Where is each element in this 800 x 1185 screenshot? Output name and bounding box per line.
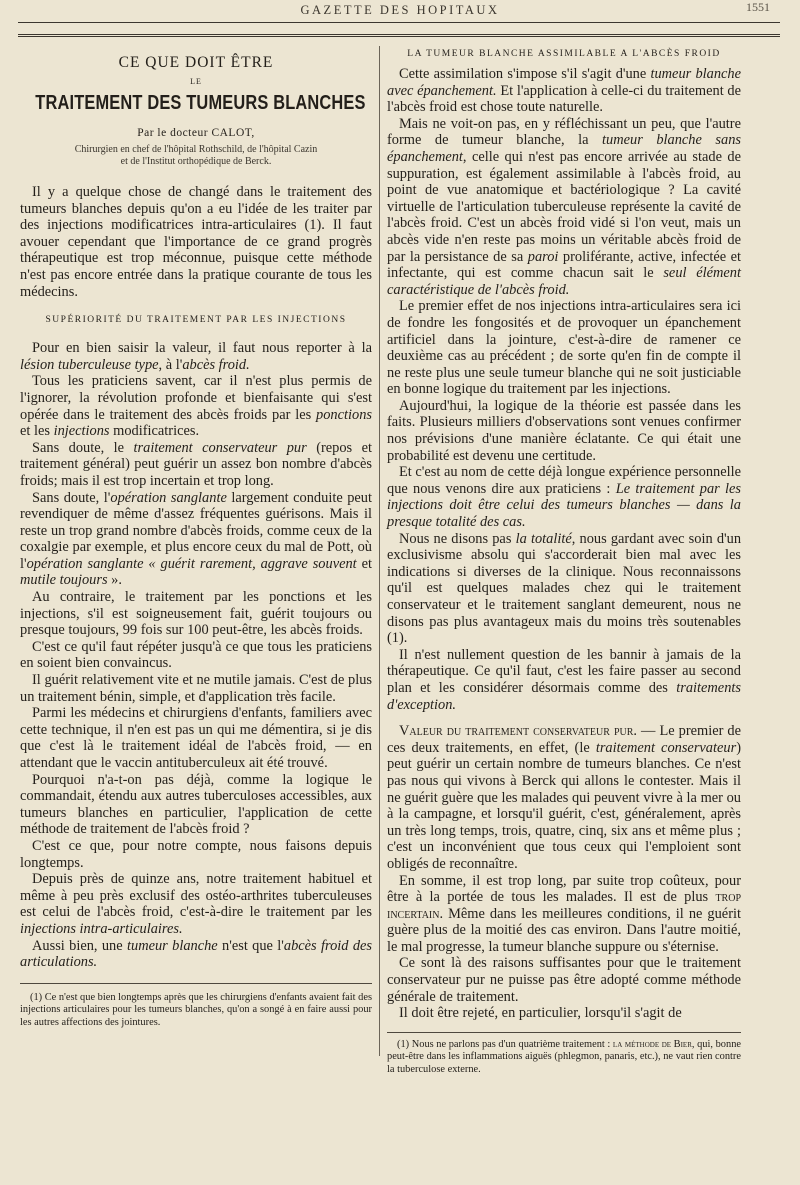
page-number: 1551 <box>746 0 770 14</box>
footnote-rule <box>387 1032 741 1033</box>
paragraph: Pour en bien saisir la valeur, il faut nous reporter à la lésion tuberculeuse type, à l'abcès froid. <box>20 340 372 373</box>
paragraph: C'est ce qu'il faut répéter jusqu'à ce que tous les praticiens en soient bien convaincus. <box>20 638 372 672</box>
article-title: TRAITEMENT DES TUMEURS BLANCHES <box>35 92 366 114</box>
running-title: GAZETTE DES HOPITAUX <box>300 3 500 17</box>
paragraph: Depuis près de quinze ans, notre traitement habituel et même à peu près exclusif des ostéo-arthrites tuberculeuses est celui de l'abcès froid, c'est-à-dire le traitement par les injections intra-articulaires. <box>20 871 372 937</box>
article-author: Par le docteur CALOT, <box>137 127 255 139</box>
right-column <box>387 48 741 1077</box>
paragraph: Tous les praticiens savent, car il n'est plus permis de l'ignorer, la révolution profonde et bienfaisante qui s'est opérée dans le traitement des abcès froids par les ponctions et les injections modificatrices. <box>20 373 372 440</box>
paragraph: Cette assimilation s'impose s'il s'agit d'une tumeur blanche avec épanchement. Et l'application à celle-ci du traitement de l'abcès froid est chose toute naturelle. <box>387 66 742 116</box>
section-heading: LA TUMEUR BLANCHE ASSIMILABLE A L'ABCÈS FROID <box>407 49 721 59</box>
column-divider <box>379 46 380 1056</box>
author-affiliation <box>20 144 372 168</box>
paragraph: Sans doute, le traitement conservateur pur (repos et traitement général) peut guérir un assez bon nombre d'abcès froids; mais il est trop incertain et trop long. <box>20 439 373 489</box>
header-rule <box>18 22 780 23</box>
paragraph: Il n'est nullement question de les bannir à jamais de la thérapeutique. Ce qu'il faut, c'est les faire passer au second plan et les considérer désormais comme des traitements d'exception. <box>387 646 741 713</box>
paragraph: Il y a quelque chose de changé dans le traitement des tumeurs blanches depuis qu'on a eu l'idée de les traiter par des injections modificatrices intra-articulaires (1). Il faut avouer cependant que l'importance de ce grand progrès thérapeutique est trop méconnue, puisque cette méthode n'est pas encore entrée dans la pratique courante de tous les médecins. <box>20 184 372 300</box>
paragraph: Le premier effet de nos injections intra-articulaires sera ici de fondre les fongosités et de provoquer un épanchement artificiel dans la jointure, c'est-à-dire de ramener ce deuxième cas au précédent ; de sorte qu'en fin de compte il ne reste plus une seule tumeur blanche qui ne soit justiciable en bonne logique du traitement par les injections. <box>387 298 741 398</box>
paragraph: Au contraire, le traitement par les ponctions et les injections, s'il est soigneusement fait, guérit toujours ou presque toujours, 99 fois sur 100 peut-être, les abcès froids. <box>20 589 372 639</box>
paragraph: Nous ne disons pas la totalité, nous gardant avec soin d'un exclusivisme absolu qui s'accorderait bien mal avec les indications si diverses de la clinique. Nous reconnaissons qu'il est quelques malades chez qui le traitement conservateur et le traitement sanglant demeurent, nous ne disons pas plus avantageux mais du moins très soutenables (1). <box>387 530 742 647</box>
footnote: (1) Ce n'est que bien longtemps après que les chirurgiens d'enfants avaient fait des injections articulaires pour les tumeurs blanches, qu'on a songé à en faire aussi pour les autres affections des jointures. <box>20 991 373 1028</box>
paragraph: Parmi les médecins et chirurgiens d'enfants, familiers avec cette technique, il n'en est pas un qui me démentira, si je dis que c'est là le traitement idéal de l'abcès froid, — en attendant que le vaccin antituberculeux ait été trouvé. <box>20 705 372 771</box>
paragraph: Aussi bien, une tumeur blanche n'est que l'abcès froid des articulations. <box>20 937 372 971</box>
paragraph: C'est ce que, pour notre compte, nous faisons depuis longtemps. <box>20 837 372 871</box>
paragraph: Et c'est au nom de cette déjà longue expérience personnelle que nous venons dire aux praticiens : Le traitement par les injections doit être celui des tumeurs blanches — dans la presque totalité des cas. <box>387 464 741 531</box>
header-double-rule <box>18 34 780 37</box>
paragraph: Il guérit relativement vite et ne mutile jamais. C'est de plus un traitement bénin, simple, et d'application très facile. <box>20 672 372 705</box>
paragraph: Ce sont là des raisons suffisantes pour que le traitement conservateur pur ne puisse pas être adopté comme méthode générale de traitement. <box>387 955 741 1005</box>
affiliation-line2: et de l'Institut orthopédique de Berck. <box>120 156 272 167</box>
paragraph: Aujourd'hui, la logique de la théorie est passée dans les faits. Plusieurs milliers d'observations sont venues confirmer nos prévisions d'une manière éclatante. Ce qui était une probabilité est devenu une certitude. <box>387 397 741 464</box>
footnote: (1) Nous ne parlons pas d'un quatrième traitement : la méthode de Bier, qui, bonne peut-être dans les inflammations aiguës (phlegmon, panaris, etc.), ne vaut rien contre la tuberculose externe. <box>387 1038 742 1076</box>
affiliation-line1: Chirurgien en chef de l'hôpital Rothschild, de l'hôpital Cazin <box>74 144 318 155</box>
paragraph: Il doit être rejeté, en particulier, lorsqu'il s'agit de <box>399 1005 682 1022</box>
paragraph: Pourquoi n'a-t-on pas déjà, comme la logique le commandait, étendu aux autres tuberculoses accessibles, aux tumeurs blanches en particulier, l'application de cette méthode de traitement de l'abcès froid ? <box>20 771 372 838</box>
footnote-rule <box>20 983 372 984</box>
left-column <box>20 48 372 1030</box>
paragraph: Valeur du traitement conservateur pur. — Le premier de ces deux traitements, en effet, (le traitement conservateur) peut guérir un certain nombre de tumeurs blanches. Ce n'est pas nous qui vivons à Berck qui allons le contester. Mais il ne guérit guère que les malades qui peuvent vivre à la mer ou à la campagne, et lorsqu'il guérit, c'est, généralement, après un très long temps, trois, quatre, cinq, six ans et même plus ; c'est un inconvénient que tous ceux qui l'emploient sont obligés de reconnaître. <box>387 723 741 872</box>
paragraph: En somme, il est trop long, par suite trop coûteux, pour être à la portée de tous les malades. Il est de plus trop incertain. Même dans les meilleures conditions, il ne guérit guère plus de la moitié des cas environ. Dans l'autre moitié, le mal progresse, la tumeur blanche suppure ou s'éternise. <box>387 872 741 955</box>
article-title-line2: LE <box>190 77 202 86</box>
article-title-line1: CE QUE DOIT ÊTRE <box>118 54 274 71</box>
paragraph: Mais ne voit-on pas, en y réfléchissant un peu, que l'autre forme de tumeur blanche, la tumeur blanche sans épanchement, celle qui n'est pas encore arrivée au stade de suppuration, est également assimilable à l'abcès froid, au point de vue anatomique et bactériologique ? La cavité virtuelle de l'articulation tuberculeuse représente la cavité de l'abcès froid. C'est un abcès froid vidé si l'on veut, mais un abcès vide n'en reste pas moins un véritable abcès froid de par la persistance de sa paroi proliférante, active, infectée et infectante, qui est comme chacun sait le seul élément caractéristique de l'abcès froid. <box>387 115 742 298</box>
section-heading: SUPÉRIORITÉ DU TRAITEMENT PAR LES INJECTIONS <box>45 315 347 326</box>
section-run-in-heading: Valeur du traitement conservateur pur. <box>399 723 637 740</box>
paragraph: Sans doute, l'opération sanglante largement conduite peut revendiquer de même d'assez fréquentes guérisons. Mais il reste un trop grand nombre d'abcès froids, comme ceux de la coxalgie par exemple, et plus encore ceux du mal de Pott, où l'opération sanglante « guérit rarement, aggrave souvent et mutile toujours ». <box>20 489 372 589</box>
